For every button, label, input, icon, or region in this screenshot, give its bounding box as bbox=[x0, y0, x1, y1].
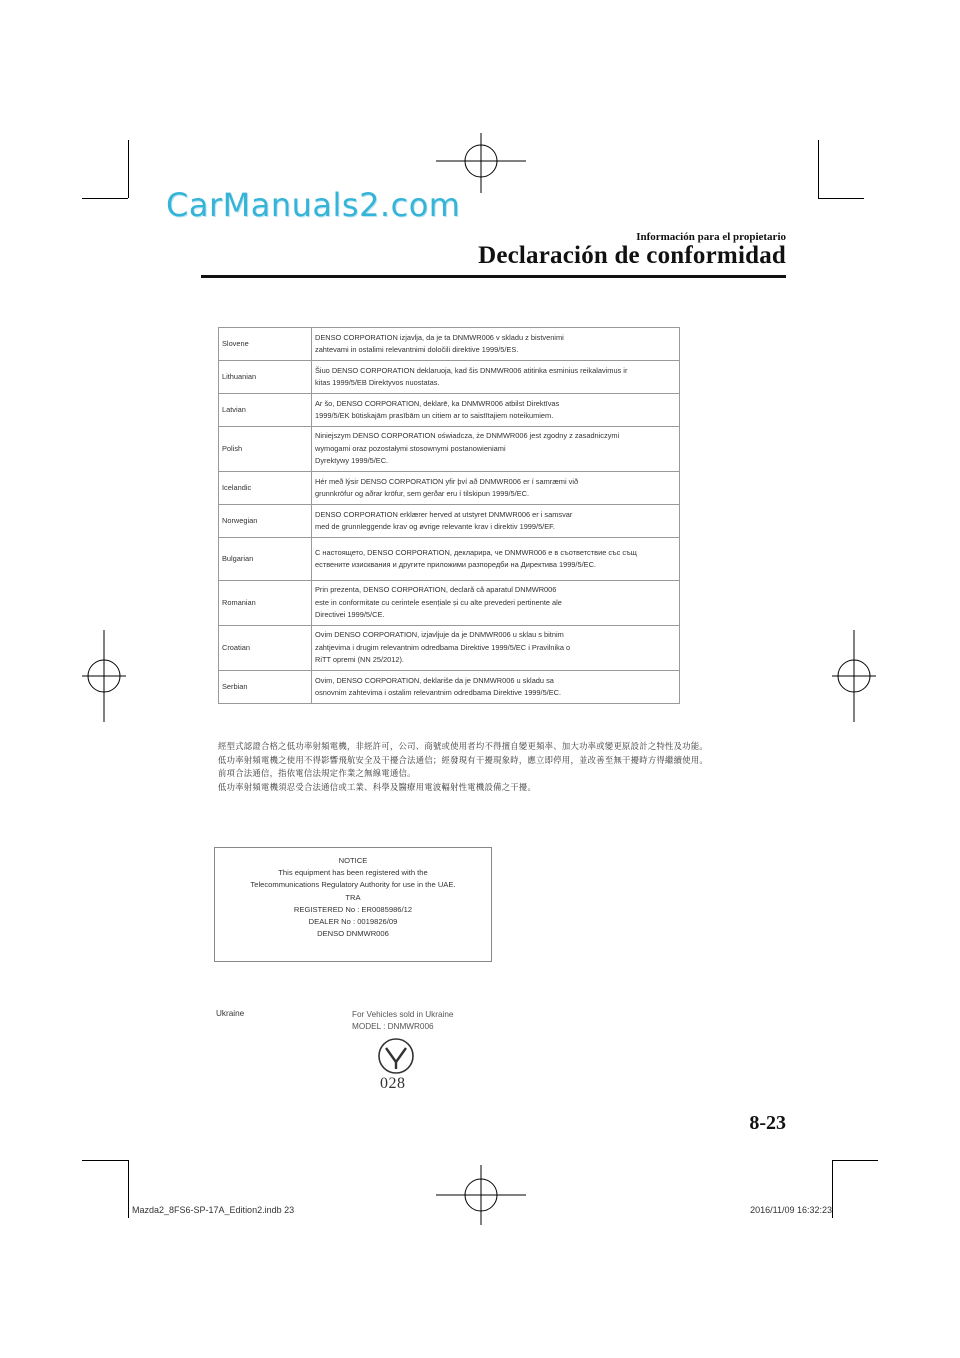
ukraine-conformity-mark-icon bbox=[376, 1036, 416, 1076]
language-name: Lithuanian bbox=[219, 361, 312, 394]
registration-mark-right bbox=[832, 630, 876, 722]
language-name: Icelandic bbox=[219, 472, 312, 505]
uae-notice-box bbox=[214, 847, 492, 962]
table-row bbox=[219, 538, 680, 581]
table-row bbox=[219, 626, 680, 671]
registration-mark-bottom bbox=[436, 1165, 526, 1225]
header-rule bbox=[201, 275, 786, 278]
table-row bbox=[219, 361, 680, 394]
declaration-text: DENSO CORPORATION erklærer herved at utstyret DNMWR006 er i samsvar med de grunnleggende krav og øvrige relevante krav i direktiv 1999/5/EF. bbox=[312, 505, 680, 538]
ukraine-label: Ukraine bbox=[216, 1009, 245, 1018]
declaration-text: Ar šo, DENSO CORPORATION, deklarē, ka DNMWR006 atbilst Direktīvas 1999/5/EK būtiskajām prasībām un citiem ar to saistītajiem noteikumiem. bbox=[312, 394, 680, 427]
table-row bbox=[219, 328, 680, 361]
page-title: Declaración de conformidad bbox=[478, 242, 786, 269]
declaration-text: DENSO CORPORATION izjavlja, da je ta DNMWR006 v skladu z bistvenimi zahtevami in ostalimi relevantnimi določili direktive 1999/5/ES. bbox=[312, 328, 680, 361]
ukraine-mark-code: 028 bbox=[380, 1075, 406, 1092]
page-number: 8-23 bbox=[749, 1112, 786, 1134]
table-row bbox=[219, 427, 680, 472]
table-row bbox=[219, 394, 680, 427]
uae-notice-text: NOTICE This equipment has been registered with the Telecommunications Regulatory Authority for use in the UAE. TRA REGISTERED No : ER0085986/12 DEALER No : 0019826/09 DENSO DNMWR006 bbox=[250, 856, 456, 939]
declaration-text: Ovim, DENSO CORPORATION, deklariše da je DNMWR006 u skladu sa osnovnim zahtevima i ostalim relevantnim odredbama Direktive 1999/5/EC. bbox=[312, 671, 680, 704]
language-name: Slovene bbox=[219, 328, 312, 361]
declaration-table bbox=[218, 327, 680, 704]
registration-mark-left bbox=[82, 630, 126, 722]
language-name: Bulgarian bbox=[219, 538, 312, 581]
watermark-logo[interactable]: CarManuals2.com bbox=[166, 186, 461, 224]
taiwan-ncc-notice: 經型式認證合格之低功率射頻電機，非經許可，公司、商號或使用者均不得擅自變更頻率、加大功率或變更原設計之特性及功能。 低功率射頻電機之使用不得影響飛航安全及干擾合法通信；經發現有干擾現象時，應立即停用，並改善至無干擾時方得繼續使用。 前項合法通信，指依電信法規定作業之無線電通信。 低功率射頻電機須忍受合法通信或工業、科學及醫療用電波輻射性電機設備之干擾。 bbox=[218, 741, 709, 792]
language-name: Latvian bbox=[219, 394, 312, 427]
ukraine-model-text: For Vehicles sold in Ukraine MODEL : DNMWR006 bbox=[352, 1010, 454, 1031]
registration-mark-top bbox=[436, 133, 526, 193]
declaration-text: Hér með lýsir DENSO CORPORATION yfir því að DNMWR006 er í samræmi við grunnkröfur og aðrar kröfur, sem gerðar eru í tilskipun 1999/5/EC. bbox=[312, 472, 680, 505]
language-name: Norwegian bbox=[219, 505, 312, 538]
language-name: Romanian bbox=[219, 581, 312, 626]
table-row bbox=[219, 472, 680, 505]
declaration-text: Šiuo DENSO CORPORATION deklaruoja, kad šis DNMWR006 atitinka esminius reikalavimus ir kitas 1999/5/EB Direktyvos nuostatas. bbox=[312, 361, 680, 394]
table-row bbox=[219, 671, 680, 704]
declaration-text: Ovim DENSO CORPORATION, izjavljuje da je DNMWR006 u sklau s bitnim zahtjevima i drugim relevantnim odredbama Direktive 1999/5/EC i Pravilnika o RiTT opremi (NN 25/2012). bbox=[312, 626, 680, 671]
language-name: Polish bbox=[219, 427, 312, 472]
language-name: Serbian bbox=[219, 671, 312, 704]
language-name: Croatian bbox=[219, 626, 312, 671]
footer-timestamp: 2016/11/09 16:32:23 bbox=[750, 1205, 832, 1215]
table-row bbox=[219, 581, 680, 626]
table-row bbox=[219, 505, 680, 538]
declaration-text: Niniejszym DENSO CORPORATION oświadcza, że DNMWR006 jest zgodny z zasadniczymi wymogami oraz pozostałymi stosownymi postanowieniami Dyrektywy 1999/5/EC. bbox=[312, 427, 680, 472]
footer-file-info: Mazda2_8FS6-SP-17A_Edition2.indb 23 bbox=[132, 1205, 295, 1215]
section-label: Información para el propietario bbox=[636, 231, 786, 243]
declaration-text: С настоящето, DENSO CORPORATION, декларира, че DNMWR006 е в съответствие със същ ествените изисквания и другите приложими разпоредби на Директива 1999/5/ЕС. bbox=[312, 538, 680, 581]
declaration-text: Prin prezenta, DENSO CORPORATION, declară că aparatul DNMWR006 este in conformitate cu cerintele esențiale și cu alte prevederi pertinente ale Directivei 1999/5/CE. bbox=[312, 581, 680, 626]
